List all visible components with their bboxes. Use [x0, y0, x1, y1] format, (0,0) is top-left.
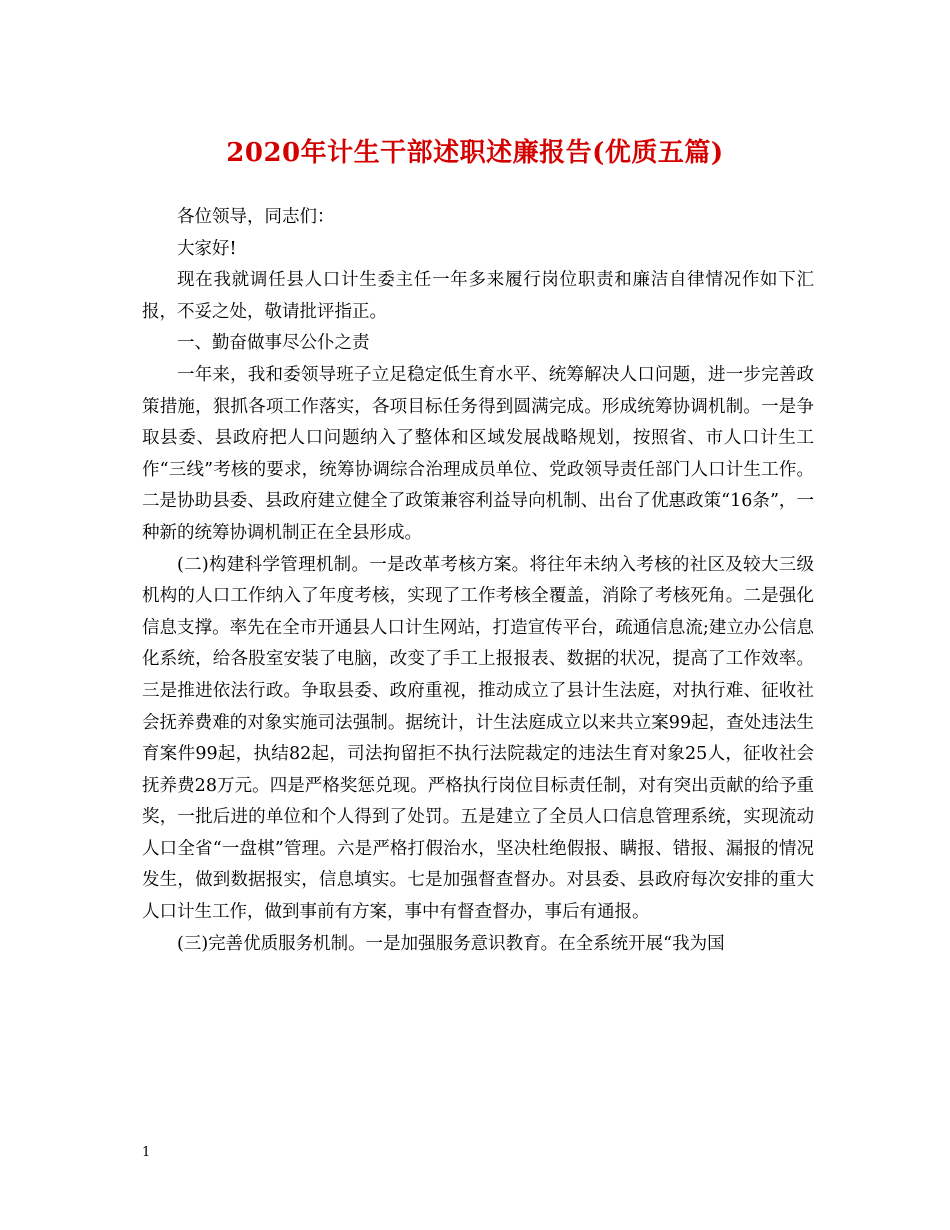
document-title: 2020年计生干部述职述廉报告(优质五篇): [226, 138, 724, 168]
section-heading-1: 一、勤奋做事尽公仆之责: [177, 333, 370, 354]
salutation: 各位领导，同志们：: [177, 207, 335, 227]
body-paragraph: 一年来，我和委领导班子立足稳定低生育水平、统筹解决人口问题，进一步完善政策措施，狠抓各项工作落实，各项目标任务得到圆满完成。形成统筹协调机制。一是争取县委、县政府把人口问题纳入了整体和区域发展战略规划，按照省、市人口计生工作“三线”考核的要求，统筹协调综合治理成员单位、党政领导责任部门人口计生工作。二是协助县委、县政府建立健全了政策兼容利益导向机制、出台了优惠政策“16条”，一种新的统筹协调机制正在全县形成。: [142, 364, 814, 543]
page-number: 1: [142, 1145, 151, 1160]
body-paragraph: (三)完善优质服务机制。一是加强服务意识教育。在全系统开展“我为国: [177, 933, 725, 954]
body-paragraph: (二)构建科学管理机制。一是改革考核方案。将往年未纳入考核的社区及较大三级机构的人口工作纳入了年度考核，实现了工作考核全覆盖，消除了考核死角。二是强化信息支撑。率先在全市开通县人口计生网站，打造宣传平台，疏通信息流;建立办公信息化系统，给各股室安装了电脑，改变了手工上报报表、数据的状况，提高了工作效率。三是推进依法行政。争取县委、政府重视，推动成立了县计生法庭，对执行难、征收社会抚养费难的对象实施司法强制。据统计，计生法庭成立以来共立案99起，查处违法生育案件99起，执结82起，司法拘留拒不执行法院裁定的违法生育对象25人，征收社会抚养费28万元。四是严格奖惩兑现。严格执行岗位目标责任制，对有突出贡献的给予重奖，一批后进的单位和个人得到了处罚。五是建立了全员人口信息管理系统，实现流动人口全省“一盘棋”管理。六是严格打假治水，坚决杜绝假报、瞒报、错报、漏报的情况发生，做到数据报实，信息填实。七是加强督查督办。对县委、县政府每次安排的重大人口计生工作，做到事前有方案，事中有督查督办，事后有通报。: [142, 554, 814, 923]
document-body: [142, 202, 814, 960]
greeting: 大家好!: [177, 238, 237, 259]
intro-paragraph: 现在我就调任县人口计生委主任一年多来履行岗位职责和廉洁自律情况作如下汇报，不妥之处，敬请批评指正。: [142, 270, 814, 322]
